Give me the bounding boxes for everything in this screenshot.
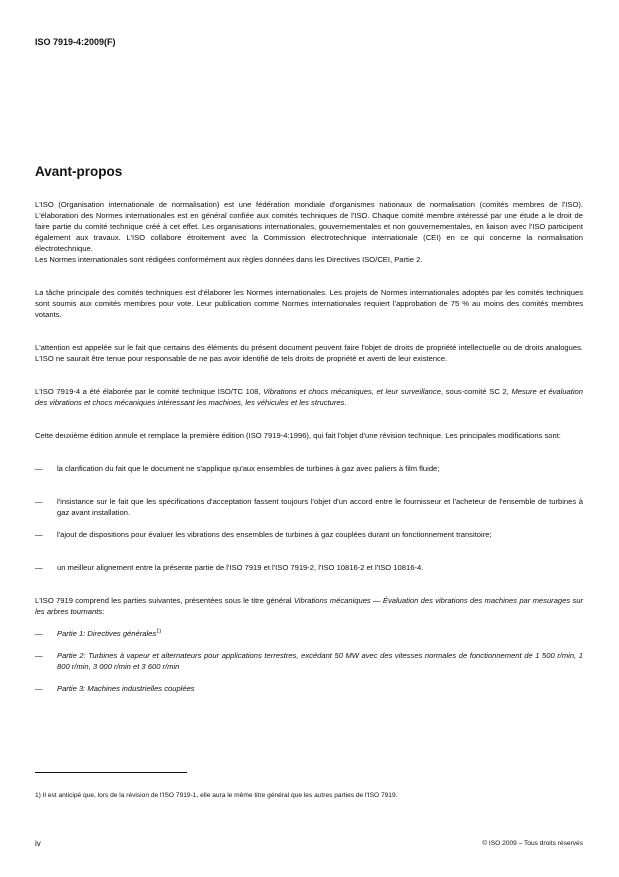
- paragraph: [35, 386, 583, 408]
- part-title: Partie 1: Directives générales: [57, 629, 157, 638]
- text: .: [344, 398, 347, 407]
- paragraph: [35, 595, 583, 617]
- list-item: [35, 529, 583, 540]
- part-title: Partie 3: Machines industrielles couplées: [57, 684, 195, 693]
- paragraph: L'attention est appelée sur le fait que certains des éléments du présent document peuvent faire l'objet de droits de propriété intellectuelle ou de droits analogues. L'ISO ne saurait être tenue pour responsable de ne pas avoir identifié de tels droits de propriété et averti de leur existence.: [35, 343, 583, 363]
- dash: —: [35, 530, 43, 539]
- dash: —: [35, 684, 43, 693]
- series-title: Vibrations mécaniques — Évaluation des vibrations des machines par mesurages sur les arbres tournants: [35, 596, 584, 616]
- section-title: Avant-propos: [35, 164, 123, 179]
- subcommittee-title: Mesure et évaluation des vibrations et chocs mécaniques intéressant les machines, les véhicules et les structures: [35, 387, 583, 407]
- text: , sous-comité SC 2,: [440, 387, 512, 396]
- part-title: Partie 2: Turbines à vapeur et alternateurs pour applications terrestres, excédant 50 MW avec des vitesses normales de fonctionnement de 1 500 r/min, 1 800 r/min, 3 000 r/min et 3 600 r/min: [57, 651, 583, 671]
- list-item: [35, 463, 583, 474]
- text: L'ISO 7919 comprend les parties suivantes, présentées sous le titre général: [35, 596, 294, 605]
- page-number: iv: [35, 839, 41, 848]
- dash: —: [35, 651, 43, 660]
- copyright: © ISO 2009 – Tous droits réservés: [482, 840, 583, 847]
- footnote: 1) Il est anticipé que, lors de la révision de l'ISO 7919-1, elle aura le même titre général que les autres parties de l'ISO 7919.: [35, 792, 398, 799]
- paragraph: Cette deuxième édition annule et remplace la première édition (ISO 7919-4:1996), qui fait l'objet d'une révision technique. Les principales modifications sont:: [35, 431, 561, 440]
- list-text: l'ajout de dispositions pour évaluer les vibrations des ensembles de turbines à gaz couplées durant un fonctionnement transitoire;: [57, 530, 492, 539]
- document-header: ISO 7919-4:2009(F): [35, 37, 116, 47]
- list-item: [35, 496, 583, 518]
- paragraph: Les Normes internationales sont rédigées conformément aux règles données dans les Directives ISO/CEI, Partie 2.: [35, 255, 423, 264]
- dash: —: [35, 629, 43, 638]
- list-item: [35, 628, 583, 639]
- footnote-ref: 1): [156, 628, 162, 635]
- dash: —: [35, 563, 43, 572]
- text: L'ISO 7919-4 a été élaborée par le comité technique ISO/TC 108,: [35, 387, 264, 396]
- committee-title: Vibrations et chocs mécaniques, et leur surveillance: [263, 387, 441, 396]
- list-item: [35, 683, 583, 694]
- list-item: [35, 562, 583, 573]
- footnote-divider: [35, 772, 187, 773]
- list-text: un meilleur alignement entre la présente partie de l'ISO 7919 et l'ISO 7919-2, l'ISO 10816-2 et l'ISO 10816-4.: [57, 563, 424, 572]
- paragraph: L'ISO (Organisation internationale de normalisation) est une fédération mondiale d'organismes nationaux de normalisation (comités membres de l'ISO). L'élaboration des Normes internationales est en général confiée aux comités techniques de l'ISO. Chaque comité membre intéressé par une étude a le droit de faire partie du comité technique créé à cet effet. Les organisations internationales, gouvernementales et non gouvernementales, en liaison avec l'ISO participent également aux travaux. L'ISO collabore étroitement avec la Commission électrotechnique internationale (CEI) en ce qui concerne la normalisation électrotechnique.: [35, 200, 583, 253]
- dash: —: [35, 497, 43, 506]
- list-text: la clarification du fait que le document ne s'applique qu'aux ensembles de turbines à gaz avec paliers à film fluide;: [57, 464, 440, 473]
- text: :: [102, 607, 105, 616]
- dash: —: [35, 464, 43, 473]
- list-text: l'insistance sur le fait que les spécifications d'acceptation fassent toujours l'objet d'un accord entre le fournisseur et l'acheteur de l'ensemble de turbines à gaz avant installation.: [57, 497, 583, 517]
- list-item: [35, 650, 583, 672]
- paragraph: La tâche principale des comités techniques est d'élaborer les Normes internationales. Les projets de Normes internationales adoptés par les comités techniques sont soumis aux comités membres pour vote. Leur publication comme Normes internationales requiert l'approbation de 75 % au moins des comités membres votants.: [35, 288, 583, 319]
